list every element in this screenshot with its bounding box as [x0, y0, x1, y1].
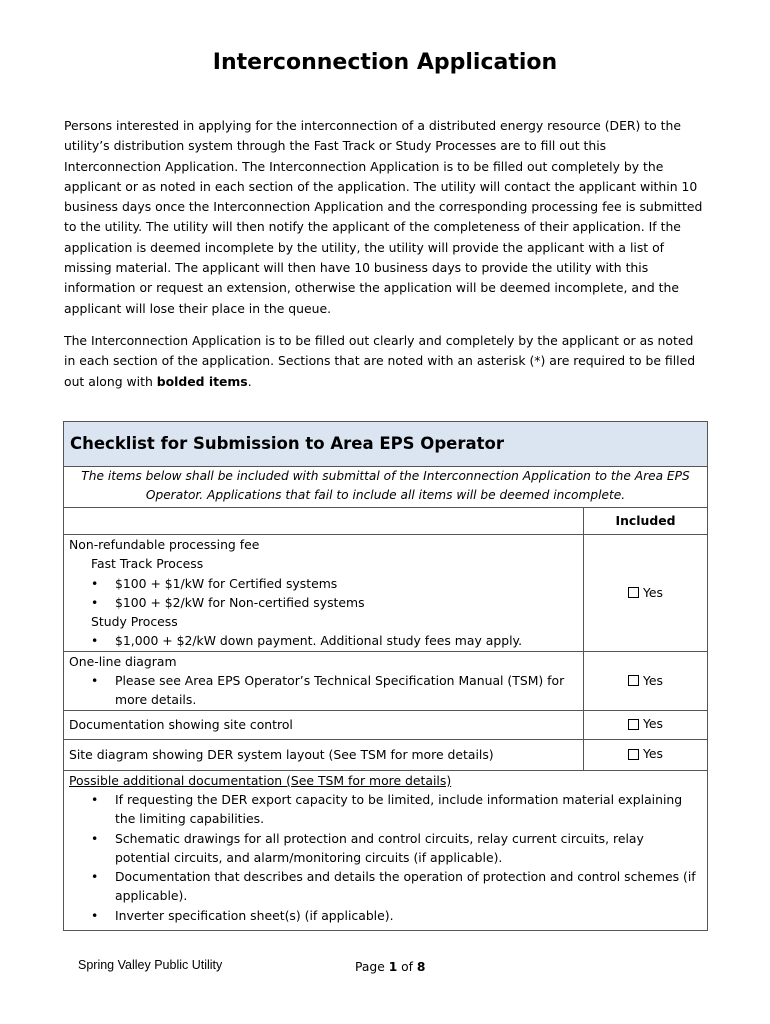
checkbox-label: Yes [643, 716, 664, 732]
oneline-yes-checkbox[interactable] [628, 671, 663, 690]
site-diagram-included-cell [584, 739, 708, 770]
oneline-included-cell [584, 651, 708, 710]
instructions-text: The Interconnection Application is to be filled out clearly and completely by the applicant or as noted in each section of the application. Sections that are noted with an asterisk (*) are required to be filled out along with [64, 333, 696, 389]
page-current: 1 [388, 960, 398, 974]
oneline-list [69, 671, 578, 710]
list-item: • Documentation that describes and details the operation of protection and control schemes (if applicable). [115, 867, 702, 906]
fee-title: Non-refundable processing fee [69, 537, 260, 552]
checkbox-icon [628, 587, 639, 598]
additional-docs-list [69, 790, 702, 925]
list-item: • Inverter specification sheet(s) (if applicable). [115, 906, 702, 925]
page-title: Interconnection Application [212, 50, 558, 75]
list-item: • Schematic drawings for all protection and control circuits, relay current circuits, relay potential circuits, and alarm/monitoring circuits (if applicable). [115, 829, 702, 868]
site-diagram-yes-checkbox[interactable] [628, 744, 663, 763]
oneline-cell [64, 651, 584, 710]
fee-yes-checkbox[interactable] [628, 583, 663, 602]
instructions-paragraph [64, 331, 704, 392]
oneline-title: One-line diagram [69, 653, 177, 669]
site-control-included-cell [584, 710, 708, 739]
instructions-period: . [247, 373, 252, 389]
list-item: • $100 + $1/kW for Certified systems [115, 574, 578, 593]
checkbox-icon [628, 719, 639, 730]
checklist-note: The items below shall be included with submittal of the Interconnection Application to the Area EPS Operator. Applications that fail to include all items will be deemed incomplete. [64, 467, 708, 508]
additional-docs-title: Possible additional documentation (See TSM for more details) [69, 772, 452, 788]
additional-docs-cell [64, 770, 708, 930]
fast-track-label: Fast Track Process [91, 556, 204, 572]
checkbox-label: Yes [643, 672, 664, 688]
list-item: • $1,000 + $2/kW down payment. Additional study fees may apply. [115, 631, 578, 650]
page-of: of [397, 960, 417, 974]
checklist-header: Checklist for Submission to Area EPS Operator [64, 422, 708, 467]
list-item: • Please see Area EPS Operator’s Technical Specification Manual (TSM) for more details. [115, 671, 578, 710]
included-header: Included [584, 508, 708, 535]
checklist-table [63, 421, 708, 931]
table-row [64, 710, 708, 739]
page-total: 8 [416, 960, 426, 974]
study-process-label: Study Process [91, 614, 178, 630]
footer-utility-name: Spring Valley Public Utility [78, 958, 223, 972]
checkbox-label: Yes [643, 584, 664, 600]
table-row [64, 651, 708, 710]
checkbox-label: Yes [643, 746, 664, 762]
table-row [64, 770, 708, 930]
fee-cell [64, 535, 584, 652]
page-prefix: Page [355, 960, 389, 974]
checkbox-icon [628, 749, 639, 760]
site-diagram-cell: Site diagram showing DER system layout (See TSM for more details) [64, 739, 584, 770]
intro-paragraph: Persons interested in applying for the interconnection of a distributed energy resource (DER) to the utility’s distribution system through the Fast Track or Study Processes are to fill out this Interconnection Application. The Interconnection Application is to be filled out completely by the applicant or as noted in each section of the application. The utility will contact the applicant within 10 business days once the Interconnection Application and the corresponding processing fee is submitted to the utility. The utility will then notify the applicant of the completeness of their application. If the application is deemed incomplete by the utility, the utility will provide the applicant with a list of missing material. The applicant will then have 10 business days to provide the utility with this information or request an extension, otherwise the application will be deemed incomplete, and the applicant will lose their place in the queue. [64, 118, 703, 316]
site-control-yes-checkbox[interactable] [628, 714, 663, 733]
list-item: • If requesting the DER export capacity to be limited, include information material explaining the limiting capabilities. [115, 790, 702, 829]
table-row [64, 535, 708, 652]
table-row [64, 739, 708, 770]
list-item: • $100 + $2/kW for Non-certified systems [115, 593, 578, 612]
page-number [355, 960, 425, 974]
fast-track-list [69, 574, 578, 613]
site-control-cell: Documentation showing site control [64, 710, 584, 739]
bolded-items-text: bolded items [156, 373, 248, 389]
study-process-list [69, 631, 578, 650]
checkbox-icon [628, 675, 639, 686]
included-header-spacer [64, 508, 584, 535]
fee-included-cell [584, 535, 708, 652]
